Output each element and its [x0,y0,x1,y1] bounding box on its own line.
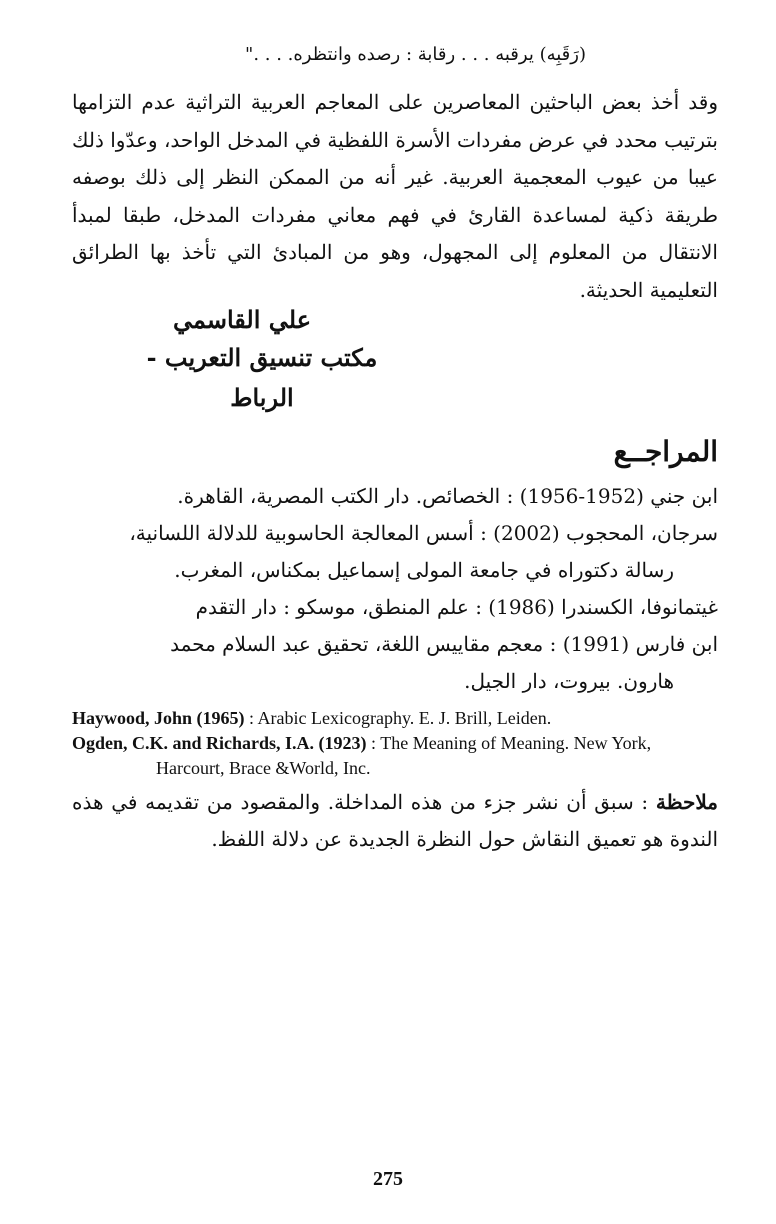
reference-continuation: هارون. بيروت، دار الجيل. [464,669,674,693]
reference-entry-english [72,731,718,781]
reference-details: : Arabic Lexicography. E. J. Brill, Leiden. [244,708,552,728]
reference-details: : The Meaning of Meaning. New York, [366,733,652,753]
footnote-text: : سبق أن نشر جزء من هذه المداخلة. والمقصود من تقديمه في هذه الندوة هو تعميق النقاش حول النظرة الجديدة عن دلالة اللفظ. [72,790,718,851]
references-heading: المراجــع [613,435,718,468]
reference-author: Haywood, John (1965) [72,708,245,728]
author-office: مكتب تنسيق التعريب - الرباط [146,343,378,412]
reference-line [72,731,718,756]
reference-entry [72,626,718,700]
references-list [72,478,718,781]
footnote-label: ملاحظة [655,790,718,814]
reference-entry-english [72,706,718,731]
reference-entry [72,478,718,515]
body-paragraph: وقد أخذ بعض الباحثين المعاصرين على المعاجم العربية التراثية عدم التزامها بترتيب محدد في عرض مفردات الأسرة اللفظية في المدخل الواحد، وعدّوا ذلك عيبا من عيوب المعجمية العربية. غير أنه من الممكن النظر إلى ذلك بوصفه طريقة ذكية لمساعدة القارئ في فهم معاني مفردات المدخل، طبقا لمبدأ الانتقال من المعلوم إلى المجهول، وهو من المبادئ التي تأخذ بها الطرائق التعليمية الحديثة. [72,90,718,302]
author-signature [112,302,412,418]
reference-line: ابن جني (1952-1956) : الخصائص. دار الكتب المصرية، القاهرة. [177,484,718,508]
author-name: علي القاسمي [172,305,312,334]
reference-entry [72,589,718,626]
quoted-dictionary-line: (رَقَبِه) يرقبه . . . رقابة : رصده وانتظره. . . ." [245,44,586,65]
reference-line: ابن فارس (1991) : معجم مقاييس اللغة، تحقيق عبد السلام محمد [170,632,718,656]
reference-entry [72,515,718,589]
reference-author: Ogden, C.K. and Richards, I.A. (1923) [72,733,367,753]
page-number: 275 [373,1168,403,1190]
reference-continuation: Harcourt, Brace &World, Inc. [156,758,371,778]
reference-line: غيتمانوفا، الكسندرا (1986) : علم المنطق، موسكو : دار التقدم [195,595,718,619]
reference-line [72,706,718,731]
reference-continuation: رسالة دكتوراه في جامعة المولى إسماعيل بمكناس، المغرب. [174,558,674,582]
reference-line: سرجان، المحجوب (2002) : أسس المعالجة الحاسوبية للدلالة اللسانية، [129,521,718,545]
footnote [72,784,718,858]
